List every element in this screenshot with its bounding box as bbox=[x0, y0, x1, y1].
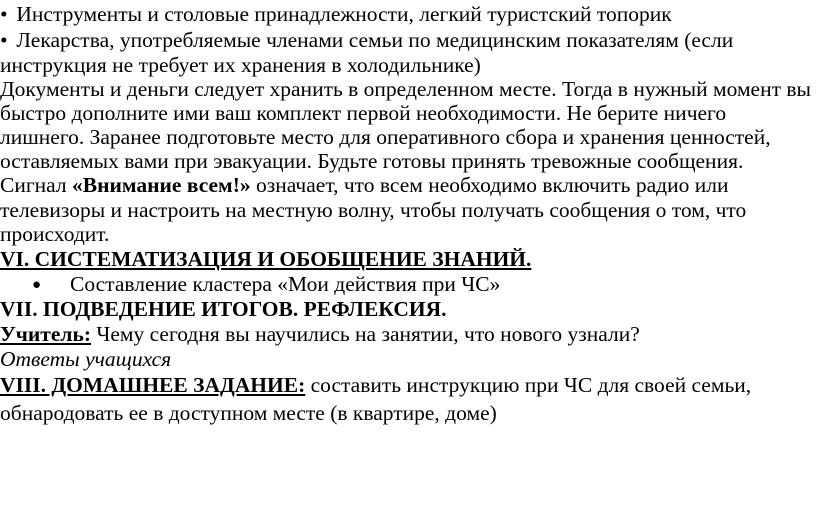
paragraph-line: быстро дополните ими ваш комплект первой необходимости. Не берите ничего bbox=[0, 101, 727, 125]
paragraph-line: происходит. bbox=[0, 222, 110, 246]
teacher-label: Учитель: bbox=[0, 322, 91, 346]
cluster-item-text: Составление кластера «Мои действия при ЧС» bbox=[70, 272, 501, 296]
section-6-heading: VI. СИСТЕМАТИЗАЦИЯ И ОБОБЩЕНИЕ ЗНАНИЙ. bbox=[0, 247, 532, 271]
signal-suffix: означает, что всем необходимо включить радио или bbox=[250, 173, 729, 197]
cluster-list-item bbox=[0, 272, 816, 298]
bullet-marker: • bbox=[0, 2, 8, 26]
section-7-heading: VII. ПОДВЕДЕНИЕ ИТОГОВ. РЕФЛЕКСИЯ. bbox=[0, 297, 447, 321]
paragraph-line: телевизоры и настроить на местную волну, чтобы получать сообщения о том, что bbox=[0, 198, 747, 222]
tools-text: Инструменты и столовые принадлежности, легкий туристский топорик bbox=[16, 2, 672, 26]
medicines-text: Лекарства, употребляемые членами семьи по медицинским показателям (если bbox=[16, 28, 734, 52]
signal-line bbox=[0, 173, 816, 198]
signal-prefix: Сигнал bbox=[0, 173, 73, 197]
teacher-question: Чему сегодня вы научились на занятии, что нового узнали? bbox=[91, 322, 640, 346]
homework-text: составить инструкцию при ЧС для своей семьи, bbox=[305, 373, 752, 397]
homework-line bbox=[0, 373, 816, 398]
signal-name: «Внимание всем!» bbox=[72, 173, 251, 197]
bullet-marker: • bbox=[0, 28, 8, 52]
paragraph-line: лишнего. Заранее подготовьте место для оперативного сбора и хранения ценностей, bbox=[0, 125, 771, 149]
teacher-line bbox=[0, 322, 816, 347]
students-answers: Ответы учащихся bbox=[0, 347, 172, 371]
medicines-text-cont: инструкция не требует их хранения в холодильнике) bbox=[0, 53, 481, 77]
section-8-heading: VIII. ДОМАШНЕЕ ЗАДАНИЕ: bbox=[0, 373, 306, 397]
bullet-line-medicines bbox=[0, 28, 816, 53]
homework-text-cont: обнародовать ее в доступном месте (в квартире, доме) bbox=[0, 401, 497, 425]
list-bullet-icon: ● bbox=[32, 277, 42, 293]
paragraph-line: Документы и деньги следует хранить в определенном месте. Тогда в нужный момент вы bbox=[0, 77, 811, 101]
paragraph-line: оставляемых вами при эвакуации. Будьте готовы принять тревожные сообщения. bbox=[0, 149, 744, 173]
bullet-line-tools bbox=[0, 2, 816, 27]
